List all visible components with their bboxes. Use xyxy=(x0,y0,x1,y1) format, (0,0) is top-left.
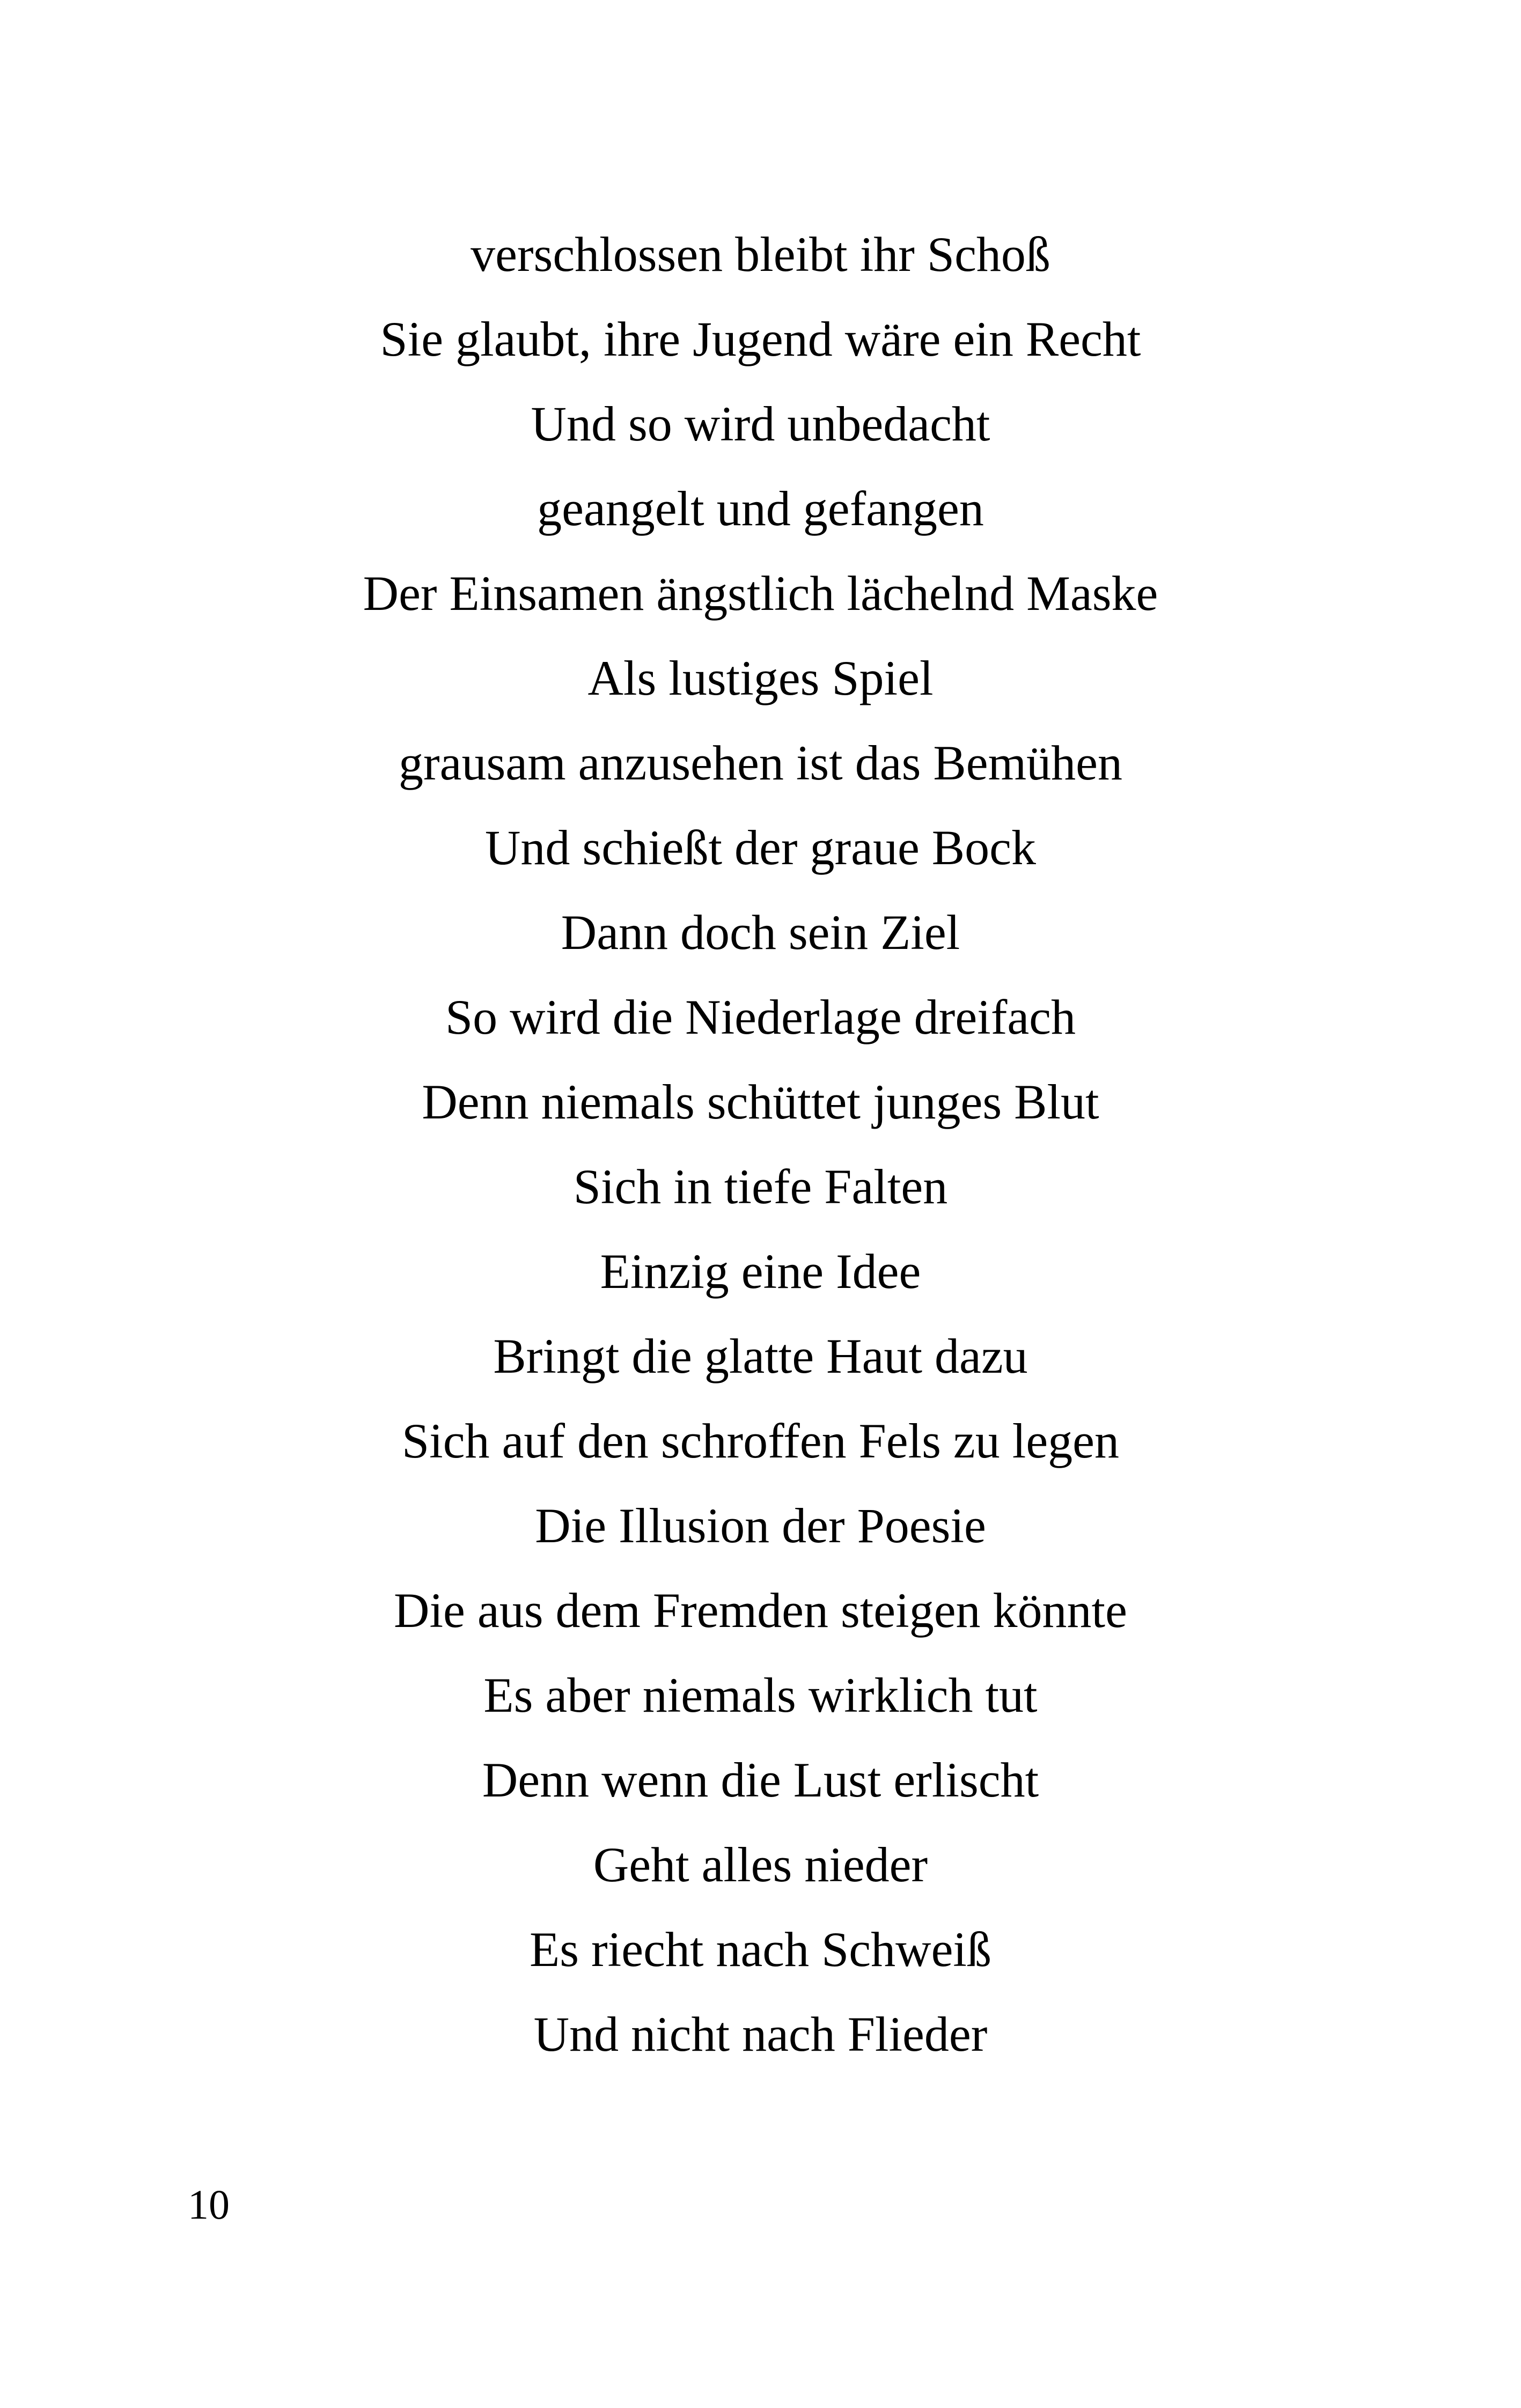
poem-line: Und schießt der graue Bock xyxy=(484,820,1036,875)
poem-line: Und so wird unbedacht xyxy=(531,396,990,451)
poem-line: Bringt die glatte Haut dazu xyxy=(493,1329,1028,1383)
poem xyxy=(0,212,1521,2076)
page-number: 10 xyxy=(188,2181,230,2228)
poem-line: geangelt und gefangen xyxy=(537,481,984,536)
poem-line: Geht alles nieder xyxy=(593,1837,928,1892)
poem-line: verschlossen bleibt ihr Schoß xyxy=(471,227,1050,282)
poem-line: Einzig eine Idee xyxy=(600,1244,921,1299)
poem-line: Die Illusion der Poesie xyxy=(535,1498,986,1553)
poem-line: Als lustiges Spiel xyxy=(587,651,934,705)
poem-line: Dann doch sein Ziel xyxy=(561,905,960,960)
poem-line: Sie glaubt, ihre Jugend wäre ein Recht xyxy=(380,312,1141,366)
poem-line: Der Einsamen ängstlich lächelnd Maske xyxy=(363,566,1158,621)
poem-line: Und nicht nach Flieder xyxy=(533,2007,988,2061)
poem-line: Die aus dem Fremden steigen könnte xyxy=(394,1583,1127,1638)
poem-line: Sich auf den schroffen Fels zu legen xyxy=(401,1413,1119,1468)
poem-line: Denn wenn die Lust erlischt xyxy=(482,1752,1039,1807)
poem-line: So wird die Niederlage dreifach xyxy=(445,990,1076,1044)
poem-line: grausam anzusehen ist das Bemühen xyxy=(399,735,1122,790)
poem-line: Es aber niemals wirklich tut xyxy=(483,1668,1038,1722)
poem-line: Denn niemals schüttet junges Blut xyxy=(422,1074,1099,1129)
poem-line: Sich in tiefe Falten xyxy=(573,1159,948,1214)
poem-line: Es riecht nach Schweiß xyxy=(530,1922,991,1977)
